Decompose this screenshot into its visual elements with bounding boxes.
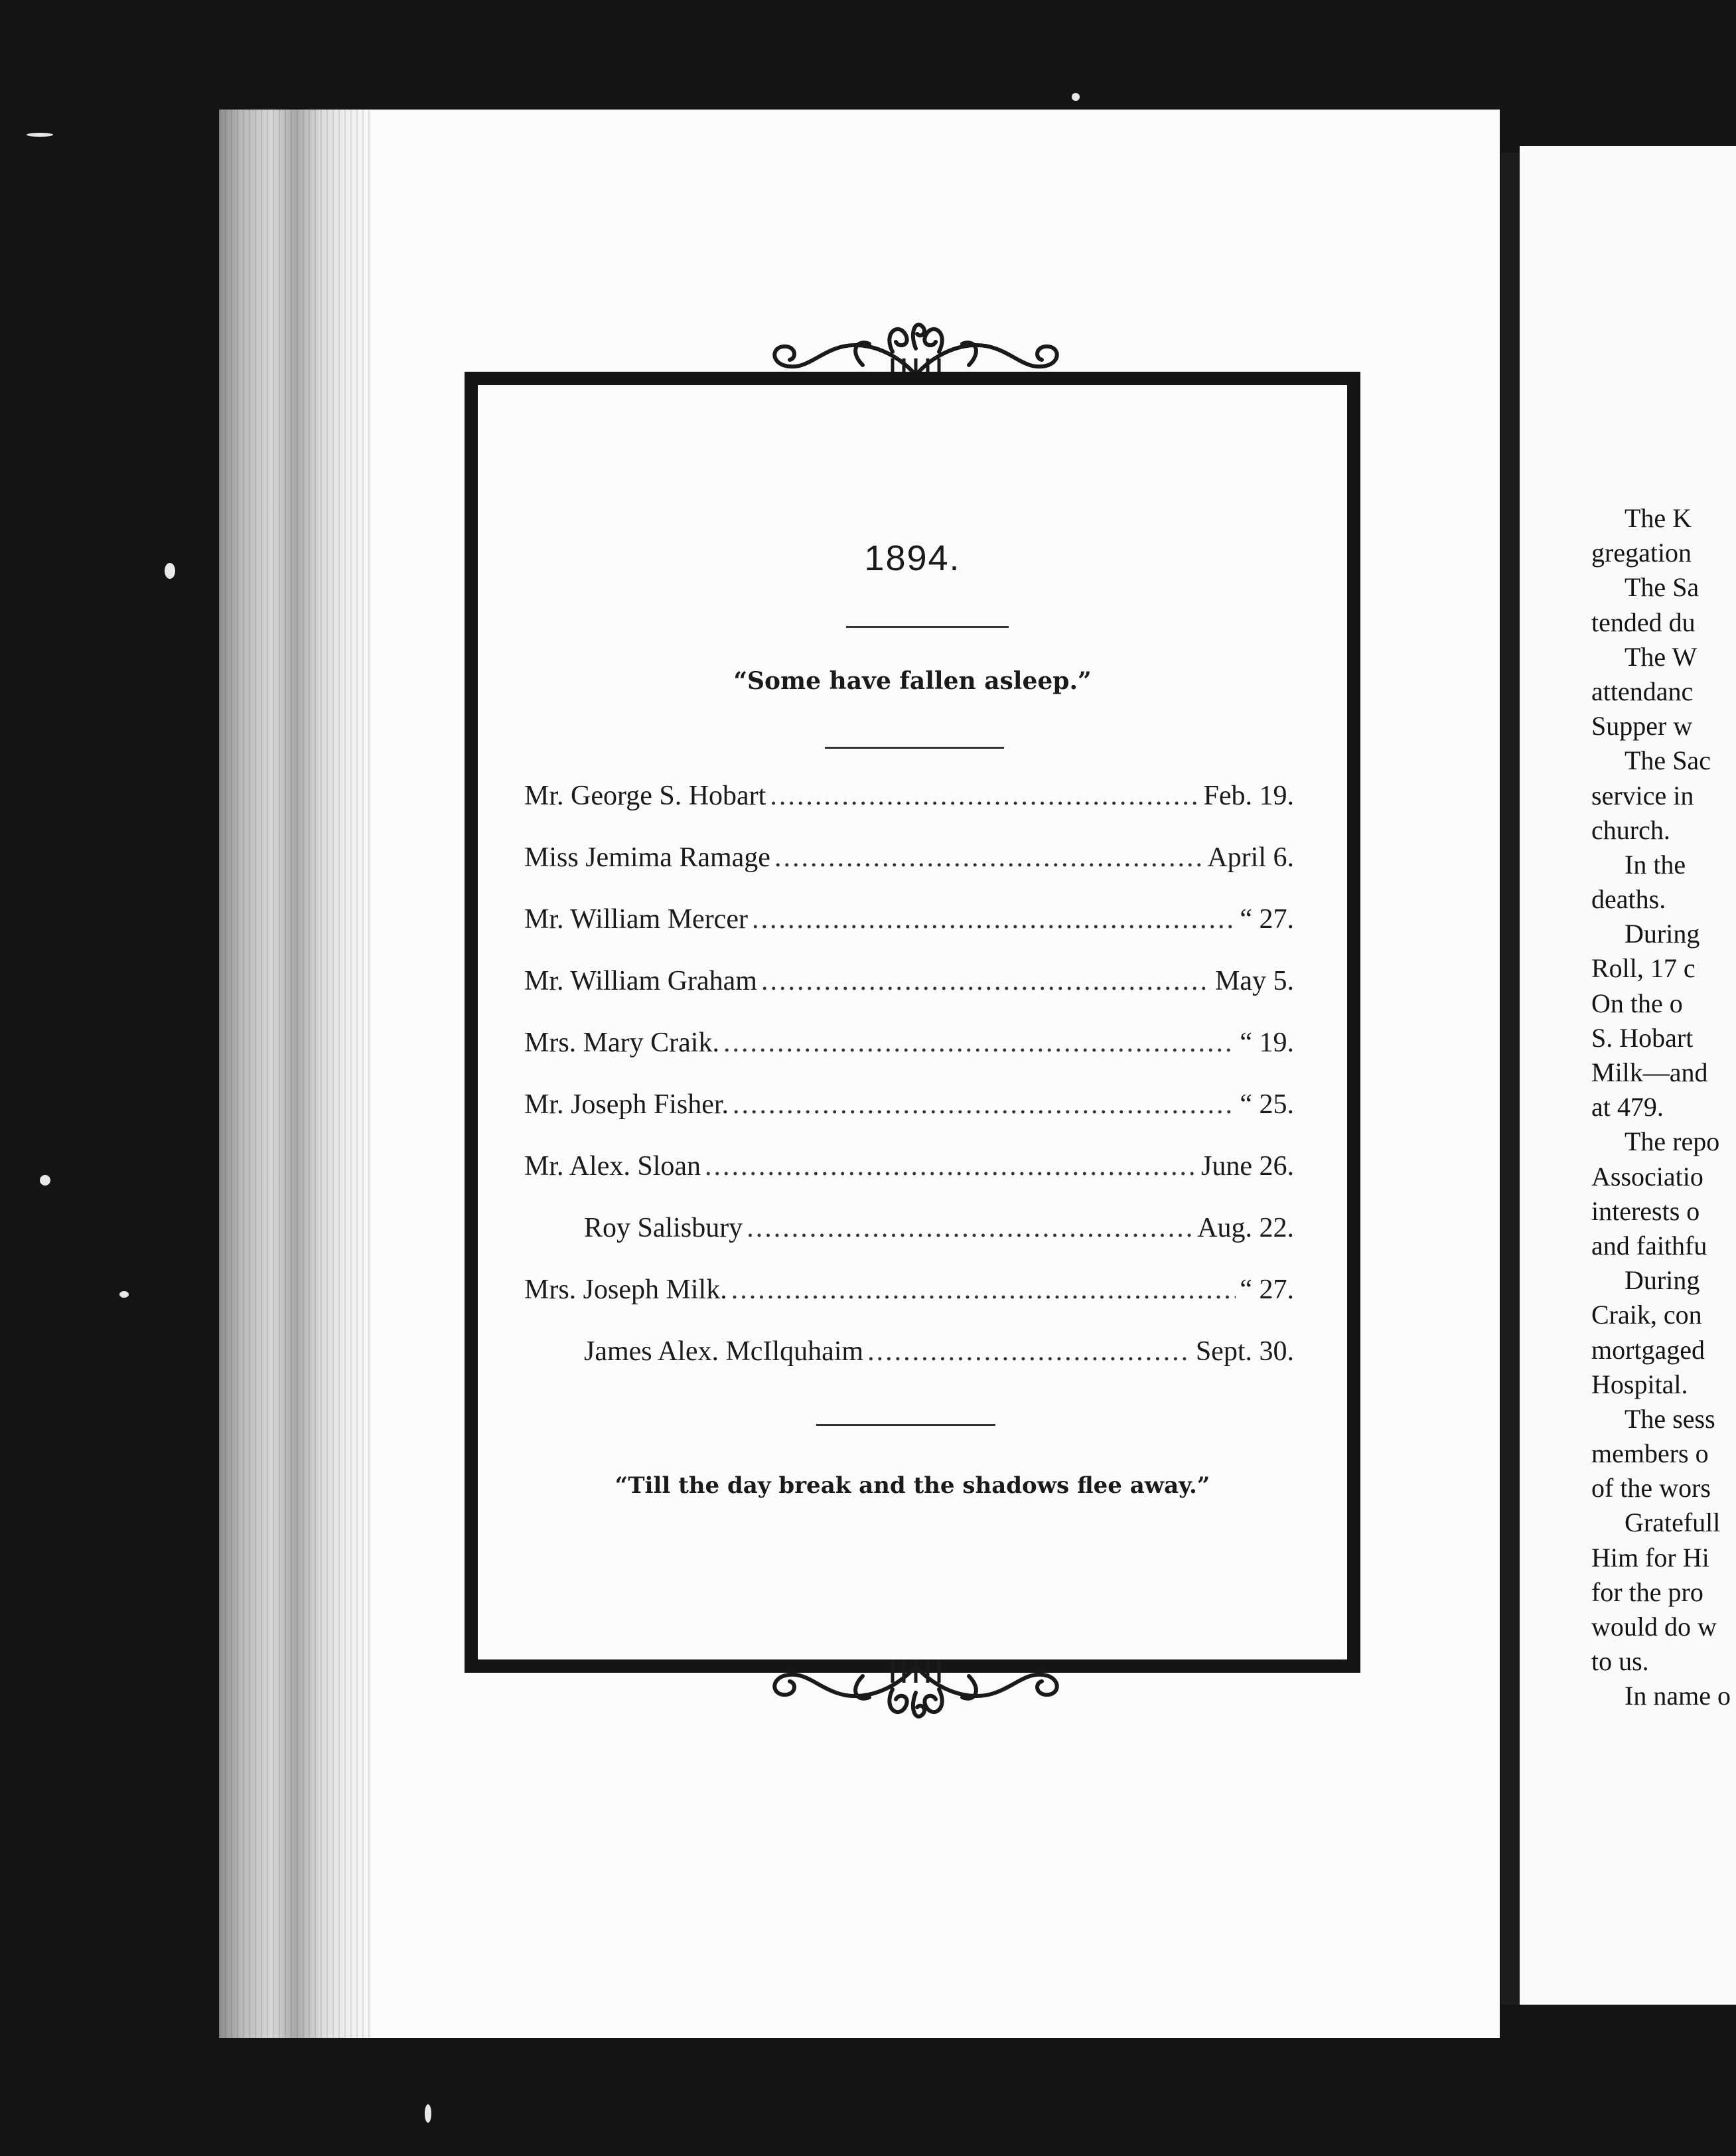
text-line: The Sac bbox=[1625, 745, 1711, 776]
death-list bbox=[524, 780, 1294, 1397]
text-line: In the bbox=[1625, 849, 1686, 880]
bottom-scroll-ornament bbox=[763, 1656, 1068, 1729]
death-entry bbox=[524, 1274, 1294, 1336]
text-line: The K bbox=[1625, 503, 1692, 533]
death-entry bbox=[524, 1336, 1294, 1397]
entry-name: Mrs. Joseph Milk. bbox=[524, 1274, 727, 1305]
text-line: deaths. bbox=[1591, 884, 1666, 915]
entry-date: “ 27. bbox=[1240, 904, 1294, 935]
text-line: Roll, 17 c bbox=[1591, 953, 1696, 984]
death-entry bbox=[524, 1212, 1294, 1274]
entry-date: May 5. bbox=[1215, 966, 1294, 996]
dust-speck bbox=[1072, 93, 1080, 101]
text-line: The repo bbox=[1625, 1126, 1720, 1157]
text-line: would do w bbox=[1591, 1612, 1717, 1642]
entry-date: “ 25. bbox=[1240, 1089, 1294, 1120]
text-line: Craik, con bbox=[1591, 1300, 1702, 1330]
text-line: S. Hobart bbox=[1591, 1022, 1694, 1053]
entry-date: “ 27. bbox=[1240, 1274, 1294, 1305]
text-line: of the wors bbox=[1591, 1473, 1711, 1503]
death-entry bbox=[524, 903, 1294, 965]
death-entry bbox=[524, 1089, 1294, 1150]
entry-date: Sept. 30. bbox=[1195, 1336, 1294, 1367]
death-entry bbox=[524, 780, 1294, 842]
text-line: for the pro bbox=[1591, 1577, 1703, 1607]
divider-rule bbox=[816, 1424, 995, 1426]
text-line: The sess bbox=[1625, 1403, 1715, 1434]
entry-name: Miss Jemima Ramage bbox=[524, 842, 770, 873]
dot-leader bbox=[770, 780, 1199, 812]
text-line: gregation bbox=[1591, 538, 1692, 568]
text-line: Milk—and bbox=[1591, 1057, 1708, 1087]
text-line: Supper w bbox=[1591, 711, 1693, 741]
epigraph-top: “Some have fallen asleep.” bbox=[733, 667, 1092, 695]
text-line: Associatio bbox=[1591, 1161, 1703, 1192]
entry-name: Mrs. Mary Craik. bbox=[524, 1028, 719, 1058]
text-line: Gratefull bbox=[1625, 1507, 1721, 1538]
dust-speck bbox=[425, 2104, 431, 2123]
text-line: In name o bbox=[1625, 1681, 1731, 1711]
death-entry bbox=[524, 965, 1294, 1027]
epigraph-bottom: “Till the day break and the shadows flee away.” bbox=[615, 1472, 1210, 1499]
text-line: Hospital. bbox=[1591, 1369, 1688, 1399]
text-line: service in bbox=[1591, 780, 1694, 810]
text-line: On the o bbox=[1591, 988, 1683, 1018]
divider-rule bbox=[846, 626, 1009, 628]
text-line: The W bbox=[1625, 641, 1698, 672]
death-entry bbox=[524, 1150, 1294, 1212]
year-heading: 1894. bbox=[864, 538, 961, 578]
entry-name: Mr. William Mercer bbox=[524, 904, 748, 935]
dot-leader bbox=[731, 1274, 1236, 1306]
entry-date: Aug. 22. bbox=[1197, 1213, 1294, 1243]
entry-name: Roy Salisbury bbox=[584, 1213, 743, 1243]
text-line: church. bbox=[1591, 814, 1670, 845]
text-line: and faithfu bbox=[1591, 1230, 1707, 1261]
right-page-text bbox=[1591, 501, 1736, 1928]
dot-leader bbox=[761, 965, 1211, 997]
text-line: interests o bbox=[1591, 1195, 1700, 1226]
entry-name: James Alex. McIlquhaim bbox=[584, 1336, 864, 1367]
text-line: members o bbox=[1591, 1438, 1709, 1469]
dust-speck bbox=[119, 1291, 129, 1298]
dot-leader bbox=[867, 1336, 1192, 1367]
dot-leader bbox=[723, 1027, 1236, 1059]
text-line: The Sa bbox=[1625, 572, 1700, 603]
death-entry bbox=[524, 1027, 1294, 1089]
text-line: Him for Hi bbox=[1591, 1542, 1709, 1573]
entry-name: Mr. George S. Hobart bbox=[524, 781, 766, 811]
divider-rule bbox=[825, 747, 1004, 749]
text-line: During bbox=[1625, 1265, 1700, 1296]
page-edge-texture bbox=[219, 110, 372, 2038]
entry-date: “ 19. bbox=[1240, 1028, 1294, 1058]
dot-leader bbox=[774, 842, 1203, 874]
entry-date: June 26. bbox=[1201, 1151, 1294, 1182]
dot-leader bbox=[747, 1212, 1193, 1244]
text-line: During bbox=[1625, 919, 1700, 949]
dot-leader bbox=[752, 903, 1236, 935]
text-line: tended du bbox=[1591, 607, 1696, 637]
dot-leader bbox=[705, 1150, 1197, 1182]
text-line: attendanc bbox=[1591, 676, 1694, 706]
entry-name: Mr. William Graham bbox=[524, 966, 757, 996]
dot-leader bbox=[733, 1089, 1236, 1120]
text-line: mortgaged bbox=[1591, 1334, 1705, 1365]
dust-speck bbox=[27, 133, 53, 137]
dust-speck bbox=[165, 563, 175, 579]
death-entry bbox=[524, 842, 1294, 903]
entry-date: Feb. 19. bbox=[1203, 781, 1294, 811]
text-line: at 479. bbox=[1591, 1092, 1664, 1122]
text-line: to us. bbox=[1591, 1646, 1649, 1677]
entry-date: April 6. bbox=[1207, 842, 1294, 873]
entry-name: Mr. Joseph Fisher. bbox=[524, 1089, 729, 1120]
dust-speck bbox=[40, 1175, 50, 1186]
entry-name: Mr. Alex. Sloan bbox=[524, 1151, 701, 1182]
